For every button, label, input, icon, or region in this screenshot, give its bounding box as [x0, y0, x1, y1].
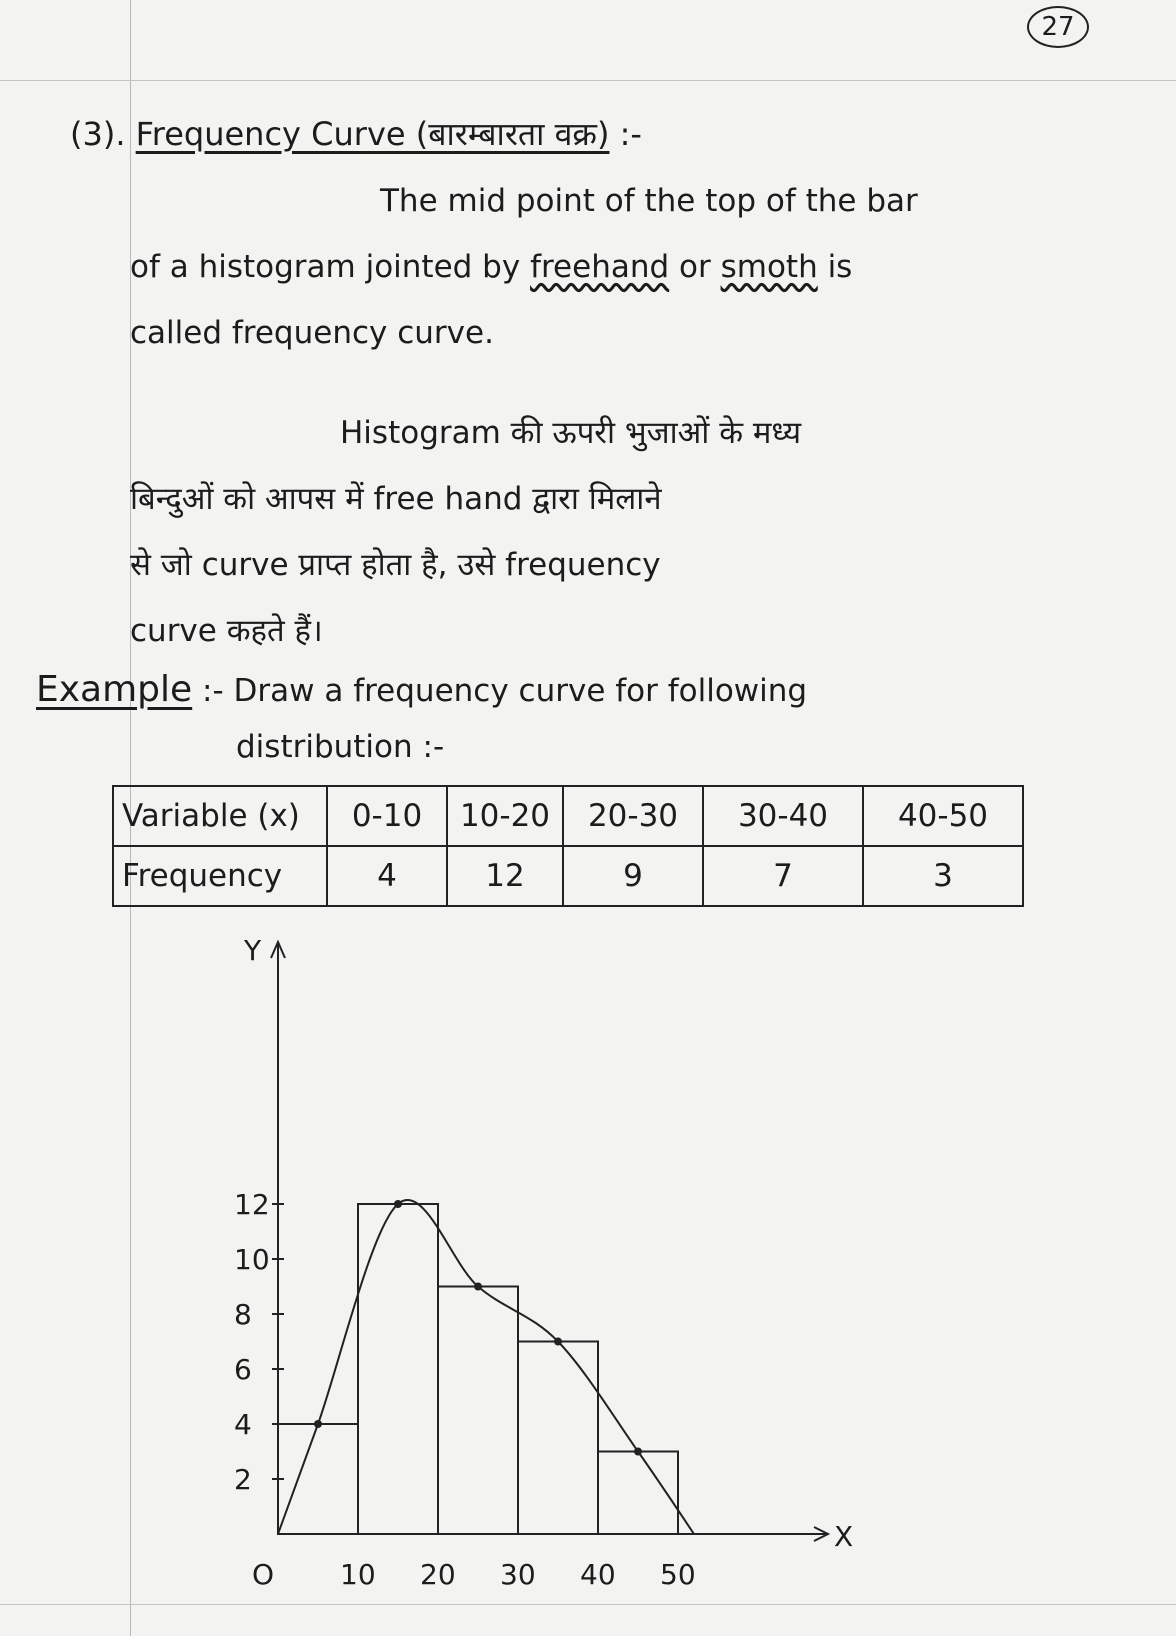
- example-text2: distribution :-: [236, 729, 445, 765]
- def-hi-line1: Histogram की ऊपरी भुजाओं के मध्य: [340, 415, 802, 451]
- definition-english: [130, 168, 1140, 366]
- def-en-line2c: is: [817, 249, 853, 285]
- table-cell: 12: [447, 846, 563, 906]
- table-cell: 30-40: [703, 786, 863, 846]
- midpoint-dot: [394, 1200, 402, 1208]
- y-axis-label: Y: [244, 934, 262, 967]
- example-block: [36, 662, 1136, 775]
- histogram-bar: [438, 1287, 518, 1535]
- x-tick-label: 40: [580, 1558, 616, 1590]
- x-axis-label: X: [834, 1520, 854, 1553]
- y-tick-label: 6: [234, 1353, 252, 1386]
- def-en-freehand: freehand: [530, 249, 670, 285]
- table-cell: 20-30: [563, 786, 703, 846]
- heading-title: Frequency Curve (बारम्बारता वक्र): [135, 115, 610, 153]
- frequency-curve-chart: [220, 930, 940, 1590]
- y-tick-label: 12: [234, 1188, 270, 1221]
- y-tick-label: 10: [234, 1243, 270, 1276]
- x-tick-label: O: [252, 1558, 275, 1590]
- def-hi-line3: से जो curve प्राप्त होता है, उसे frequency: [130, 547, 661, 583]
- table-header-variable: Variable (x): [113, 786, 327, 846]
- table-cell: 9: [563, 846, 703, 906]
- table-cell: 4: [327, 846, 447, 906]
- frequency-curve-line: [278, 1200, 694, 1534]
- section-heading: [70, 112, 642, 155]
- example-label: Example: [36, 669, 193, 710]
- distribution-table: [112, 785, 1024, 907]
- midpoint-dot: [474, 1283, 482, 1291]
- definition-hindi: [130, 400, 1140, 664]
- heading-suffix: :-: [619, 115, 642, 153]
- histogram-bar: [358, 1204, 438, 1534]
- def-en-line1: The mid point of the top of the bar: [380, 183, 918, 219]
- table-cell: 40-50: [863, 786, 1023, 846]
- y-tick-label: 4: [234, 1408, 252, 1441]
- midpoint-dot: [554, 1338, 562, 1346]
- heading-number: (3).: [70, 115, 126, 153]
- example-text: :- Draw a frequency curve for following: [202, 673, 808, 709]
- y-tick-label: 2: [234, 1463, 252, 1496]
- table-cell: 7: [703, 846, 863, 906]
- table-cell: 0-10: [327, 786, 447, 846]
- x-tick-label: 20: [420, 1558, 456, 1590]
- table-header-frequency: Frequency: [113, 846, 327, 906]
- def-en-line2b: or: [669, 249, 721, 285]
- x-tick-label: 50: [660, 1558, 696, 1590]
- def-hi-line4: curve कहते हैं।: [130, 613, 323, 649]
- midpoint-dot: [314, 1420, 322, 1428]
- top-rule: [0, 80, 1176, 81]
- def-en-line2a: of a histogram jointed by: [130, 249, 531, 285]
- bottom-rule: [0, 1604, 1176, 1605]
- x-tick-label: 30: [500, 1558, 536, 1590]
- page-number: 27: [1027, 6, 1089, 48]
- table-row: [113, 846, 1023, 906]
- def-en-line3: called frequency curve.: [130, 315, 494, 351]
- table-cell: 3: [863, 846, 1023, 906]
- histogram-bar: [518, 1342, 598, 1535]
- table-cell: 10-20: [447, 786, 563, 846]
- x-tick-label: 10: [340, 1558, 376, 1590]
- y-tick-label: 8: [234, 1298, 252, 1331]
- table-row: [113, 786, 1023, 846]
- def-hi-line2: बिन्दुओं को आपस में free hand द्वारा मिलाने: [130, 481, 662, 517]
- histogram-bar: [278, 1424, 358, 1534]
- def-en-smoth: smoth: [720, 249, 818, 285]
- midpoint-dot: [634, 1448, 642, 1456]
